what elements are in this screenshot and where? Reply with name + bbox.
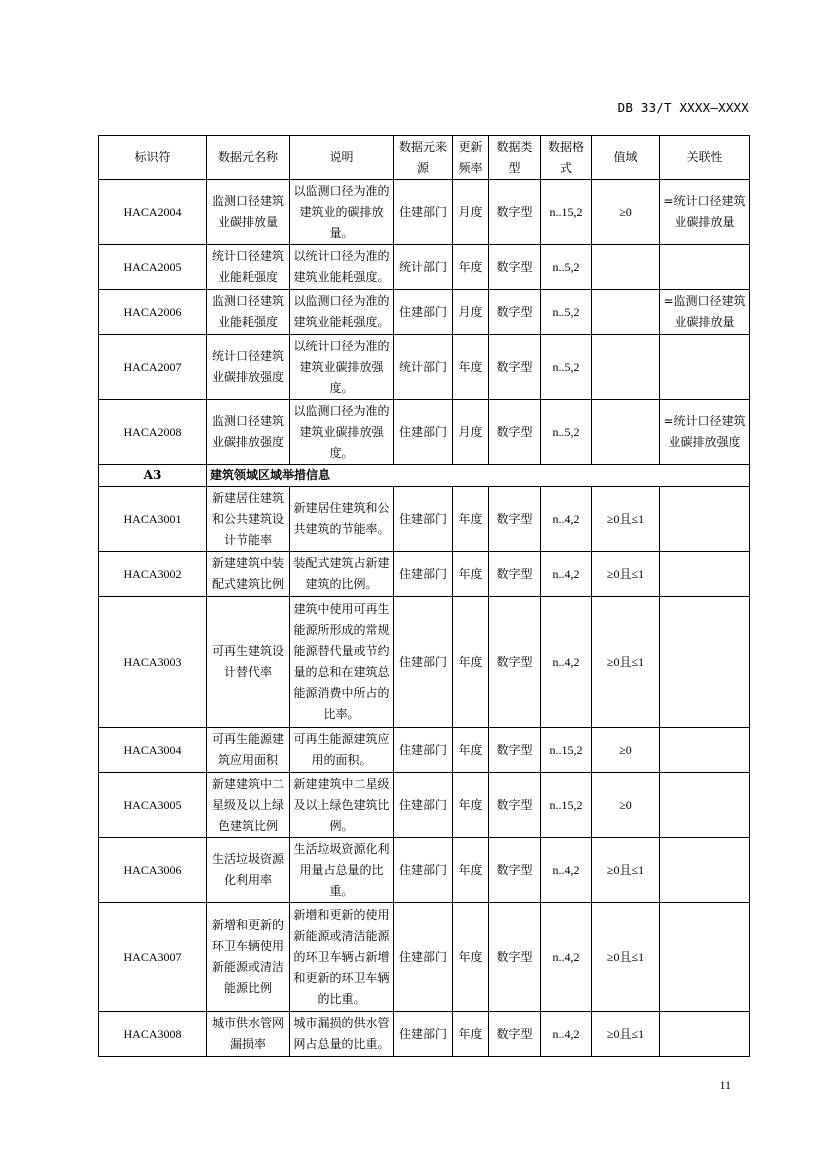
identifier-cell: HACA3008 <box>99 1012 207 1057</box>
table-row <box>99 838 750 903</box>
relation-cell <box>660 597 750 728</box>
col-header: 说明 <box>290 136 394 180</box>
source-cell: 住建部门 <box>394 1012 453 1057</box>
col-header: 关联性 <box>660 136 750 180</box>
format-cell: n..15,2 <box>541 773 592 838</box>
col-header: 更新频率 <box>453 136 489 180</box>
format-cell: n..5,2 <box>541 400 592 465</box>
type-cell: 数字型 <box>489 290 541 335</box>
relation-cell: =统计口径建筑业碳排放量 <box>660 180 750 245</box>
table-row <box>99 487 750 552</box>
source-cell: 住建部门 <box>394 552 453 597</box>
table-row <box>99 552 750 597</box>
relation-cell: =监测口径建筑业碳排放量 <box>660 290 750 335</box>
source-cell: 住建部门 <box>394 838 453 903</box>
format-cell: n..4,2 <box>541 597 592 728</box>
relation-cell <box>660 335 750 400</box>
description-cell: 新建居住建筑和公共建筑的节能率。 <box>290 487 394 552</box>
name-cell: 城市供水管网漏损率 <box>207 1012 290 1057</box>
description-cell: 建筑中使用可再生能源所形成的常规能源替代量或节约量的总和在建筑总能源消费中所占的比率。 <box>290 597 394 728</box>
identifier-cell: HACA2005 <box>99 245 207 290</box>
source-cell: 住建部门 <box>394 728 453 773</box>
table-row <box>99 1012 750 1057</box>
type-cell: 数字型 <box>489 180 541 245</box>
frequency-cell: 年度 <box>453 1012 489 1057</box>
frequency-cell: 年度 <box>453 245 489 290</box>
identifier-cell: HACA2008 <box>99 400 207 465</box>
identifier-cell: HACA3001 <box>99 487 207 552</box>
col-header: 数据元名称 <box>207 136 290 180</box>
frequency-cell: 年度 <box>453 838 489 903</box>
range-cell <box>592 335 660 400</box>
name-cell: 监测口径建筑业碳排放强度 <box>207 400 290 465</box>
frequency-cell: 月度 <box>453 180 489 245</box>
frequency-cell: 年度 <box>453 552 489 597</box>
description-cell: 以统计口径为准的建筑业碳排放强度。 <box>290 335 394 400</box>
col-header: 数据格式 <box>541 136 592 180</box>
type-cell: 数字型 <box>489 838 541 903</box>
name-cell: 统计口径建筑业能耗强度 <box>207 245 290 290</box>
table-row <box>99 335 750 400</box>
frequency-cell: 年度 <box>453 728 489 773</box>
relation-cell <box>660 728 750 773</box>
format-cell: n..4,2 <box>541 838 592 903</box>
table-row <box>99 773 750 838</box>
description-cell: 新增和更新的使用新能源或清洁能源的环卫车辆占新增和更新的环卫车辆的比重。 <box>290 903 394 1012</box>
table-row <box>99 400 750 465</box>
name-cell: 可再生能源建筑应用面积 <box>207 728 290 773</box>
document-code: DB 33/T XXXX—XXXX <box>617 100 749 115</box>
source-cell: 住建部门 <box>394 773 453 838</box>
table-row <box>99 290 750 335</box>
table-row <box>99 903 750 1012</box>
table-row <box>99 597 750 728</box>
relation-cell <box>660 1012 750 1057</box>
range-cell: ≥0且≤1 <box>592 487 660 552</box>
frequency-cell: 年度 <box>453 773 489 838</box>
identifier-cell: HACA3007 <box>99 903 207 1012</box>
identifier-cell: HACA2004 <box>99 180 207 245</box>
description-cell: 以监测口径为准的建筑业碳排放强度。 <box>290 400 394 465</box>
format-cell: n..15,2 <box>541 180 592 245</box>
relation-cell <box>660 773 750 838</box>
description-cell: 以统计口径为准的建筑业能耗强度。 <box>290 245 394 290</box>
table-row <box>99 180 750 245</box>
format-cell: n..5,2 <box>541 335 592 400</box>
source-cell: 住建部门 <box>394 903 453 1012</box>
relation-cell: =统计口径建筑业碳排放强度 <box>660 400 750 465</box>
relation-cell <box>660 838 750 903</box>
type-cell: 数字型 <box>489 552 541 597</box>
frequency-cell: 年度 <box>453 903 489 1012</box>
range-cell <box>592 400 660 465</box>
description-cell: 装配式建筑占新建建筑的比例。 <box>290 552 394 597</box>
col-header: 值域 <box>592 136 660 180</box>
section-title: 建筑领域区域举措信息 <box>207 465 750 487</box>
section-id: A3 <box>99 465 207 487</box>
identifier-cell: HACA3004 <box>99 728 207 773</box>
source-cell: 住建部门 <box>394 290 453 335</box>
frequency-cell: 年度 <box>453 335 489 400</box>
range-cell: ≥0 <box>592 773 660 838</box>
name-cell: 统计口径建筑业碳排放强度 <box>207 335 290 400</box>
source-cell: 住建部门 <box>394 487 453 552</box>
relation-cell <box>660 245 750 290</box>
data-element-table <box>98 135 750 1057</box>
name-cell: 监测口径建筑业碳排放量 <box>207 180 290 245</box>
relation-cell <box>660 903 750 1012</box>
identifier-cell: HACA3003 <box>99 597 207 728</box>
range-cell: ≥0且≤1 <box>592 903 660 1012</box>
format-cell: n..4,2 <box>541 552 592 597</box>
frequency-cell: 月度 <box>453 290 489 335</box>
name-cell: 监测口径建筑业能耗强度 <box>207 290 290 335</box>
name-cell: 可再生建筑设计替代率 <box>207 597 290 728</box>
frequency-cell: 年度 <box>453 487 489 552</box>
name-cell: 新增和更新的环卫车辆使用新能源或清洁能源比例 <box>207 903 290 1012</box>
range-cell <box>592 245 660 290</box>
source-cell: 住建部门 <box>394 180 453 245</box>
range-cell: ≥0且≤1 <box>592 552 660 597</box>
format-cell: n..4,2 <box>541 487 592 552</box>
page-number: 11 <box>719 1078 731 1092</box>
col-header: 标识符 <box>99 136 207 180</box>
col-header: 数据类型 <box>489 136 541 180</box>
type-cell: 数字型 <box>489 773 541 838</box>
relation-cell <box>660 552 750 597</box>
description-cell: 以监测口径为准的建筑业的碳排放量。 <box>290 180 394 245</box>
source-cell: 统计部门 <box>394 335 453 400</box>
type-cell: 数字型 <box>489 597 541 728</box>
type-cell: 数字型 <box>489 335 541 400</box>
description-cell: 城市漏损的供水管网占总量的比重。 <box>290 1012 394 1057</box>
identifier-cell: HACA3005 <box>99 773 207 838</box>
range-cell: ≥0且≤1 <box>592 597 660 728</box>
name-cell: 新建建筑中二星级及以上绿色建筑比例 <box>207 773 290 838</box>
range-cell: ≥0且≤1 <box>592 1012 660 1057</box>
format-cell: n..4,2 <box>541 903 592 1012</box>
format-cell: n..4,2 <box>541 1012 592 1057</box>
type-cell: 数字型 <box>489 400 541 465</box>
name-cell: 新建居住建筑和公共建筑设计节能率 <box>207 487 290 552</box>
description-cell: 生活垃圾资源化利用量占总量的比重。 <box>290 838 394 903</box>
range-cell: ≥0且≤1 <box>592 838 660 903</box>
description-cell: 以监测口径为准的建筑业能耗强度。 <box>290 290 394 335</box>
range-cell: ≥0 <box>592 728 660 773</box>
table-row <box>99 728 750 773</box>
table-row <box>99 245 750 290</box>
type-cell: 数字型 <box>489 487 541 552</box>
description-cell: 可再生能源建筑应用的面积。 <box>290 728 394 773</box>
section-row <box>99 465 750 487</box>
identifier-cell: HACA3006 <box>99 838 207 903</box>
description-cell: 新建建筑中二星级及以上绿色建筑比例。 <box>290 773 394 838</box>
format-cell: n..5,2 <box>541 245 592 290</box>
col-header: 数据元来源 <box>394 136 453 180</box>
name-cell: 新建建筑中装配式建筑比例 <box>207 552 290 597</box>
source-cell: 住建部门 <box>394 400 453 465</box>
name-cell: 生活垃圾资源化利用率 <box>207 838 290 903</box>
identifier-cell: HACA3002 <box>99 552 207 597</box>
range-cell: ≥0 <box>592 180 660 245</box>
type-cell: 数字型 <box>489 728 541 773</box>
table-header-row <box>99 136 750 180</box>
type-cell: 数字型 <box>489 903 541 1012</box>
source-cell: 住建部门 <box>394 597 453 728</box>
frequency-cell: 月度 <box>453 400 489 465</box>
range-cell <box>592 290 660 335</box>
source-cell: 统计部门 <box>394 245 453 290</box>
type-cell: 数字型 <box>489 245 541 290</box>
identifier-cell: HACA2006 <box>99 290 207 335</box>
identifier-cell: HACA2007 <box>99 335 207 400</box>
format-cell: n..5,2 <box>541 290 592 335</box>
type-cell: 数字型 <box>489 1012 541 1057</box>
format-cell: n..15,2 <box>541 728 592 773</box>
frequency-cell: 年度 <box>453 597 489 728</box>
relation-cell <box>660 487 750 552</box>
